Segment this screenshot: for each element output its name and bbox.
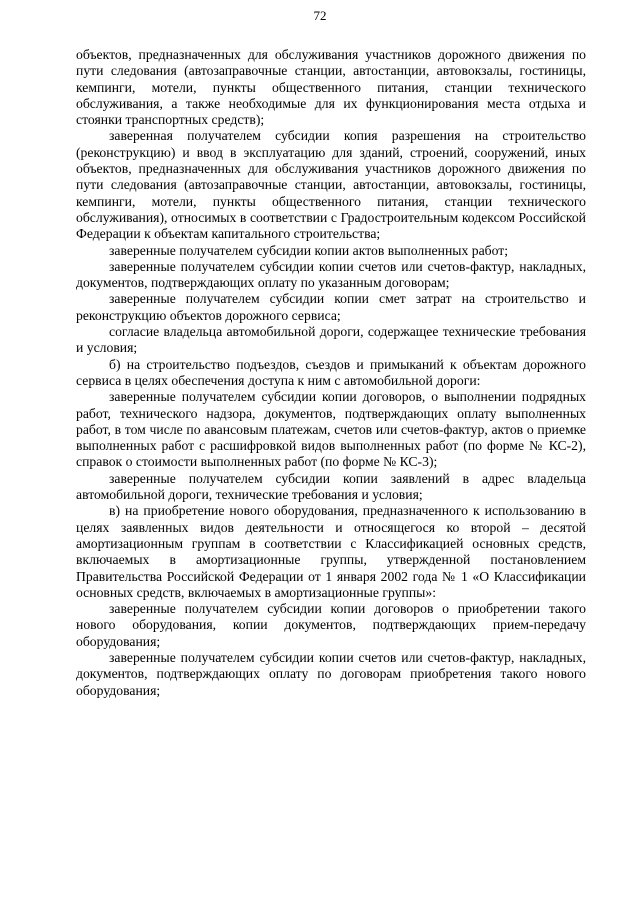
paragraph: заверенные получателем субсидии копии смет затрат на строительство и реконструкцию объектов дорожного сервиса; (76, 291, 586, 323)
paragraph: заверенная получателем субсидии копия разрешения на строительство (реконструкцию) и ввод в эксплуатацию для зданий, строений, сооружений, иных объектов, предназначенных для обслуживания участников дорожного движения по пути следования (автозаправочные станции, автостанции, автовокзалы, гостиницы, кемпинги, мотели, пункты общественного питания, станции технического обслуживания), относимых в соответствии с Градостроительным кодексом Российской Федерации к объектам капитального строительства; (76, 128, 586, 242)
paragraph: заверенные получателем субсидии копии заявлений в адрес владельца автомобильной дороги, технические требования и условия; (76, 470, 586, 503)
paragraph: согласие владельца автомобильной дороги, содержащее технические требования и условия; (76, 324, 586, 356)
paragraph: заверенные получателем субсидии копии актов выполненных работ; (109, 242, 509, 258)
document-body (76, 47, 586, 699)
paragraph: заверенные получателем субсидии копии счетов или счетов-фактур, накладных, документов, подтверждающих оплату по договорам приобретения такого нового оборудования; (76, 649, 586, 698)
paragraph: объектов, предназначенных для обслуживания участников дорожного движения по пути следования (автозаправочные станции, автостанции, автовокзалы, гостиницы, кемпинги, мотели, пункты общественного питания, станции технического обслуживания, а также необходимые для их функционирования места отдыха и стоянки транспортных средств); (76, 47, 586, 128)
paragraph: заверенные получателем субсидии копии счетов или счетов-фактур, накладных, документов, подтверждающих оплату по указанным договорам; (76, 258, 586, 291)
paragraph: заверенные получателем субсидии копии договоров, о выполнении подрядных работ, технического надзора, документов, подтверждающих оплату выполненных работ, в том числе по авансовым платежам, счетов или счетов-фактур, актов о приемке выполненных работ с расшифровкой видов выполненных работ (по форме № КС-2), справок о стоимости выполненных работ (по форме № КС-3); (76, 389, 586, 470)
paragraph: б) на строительство подъездов, съездов и примыканий к объектам дорожного сервиса в целях обеспечения доступа к ним с автомобильной дороги: (76, 356, 586, 388)
page-number: 72 (313, 8, 327, 23)
paragraph: заверенные получателем субсидии копии договоров о приобретении такого нового оборудования, копии документов, подтверждающих прием-передачу оборудования; (76, 601, 586, 649)
paragraph: в) на приобретение нового оборудования, предназначенного к использованию в целях заявленных видов деятельности и относящегося ко второй – десятой амортизационным группам в соответствии с Классификацией основных средств, включаемых в амортизационные группы, утвержденной постановлением Правительства Российской Федерации от 1 января 2002 года № 1 «О Классификации основных средств, включаемых в амортизационные группы»: (76, 503, 586, 600)
